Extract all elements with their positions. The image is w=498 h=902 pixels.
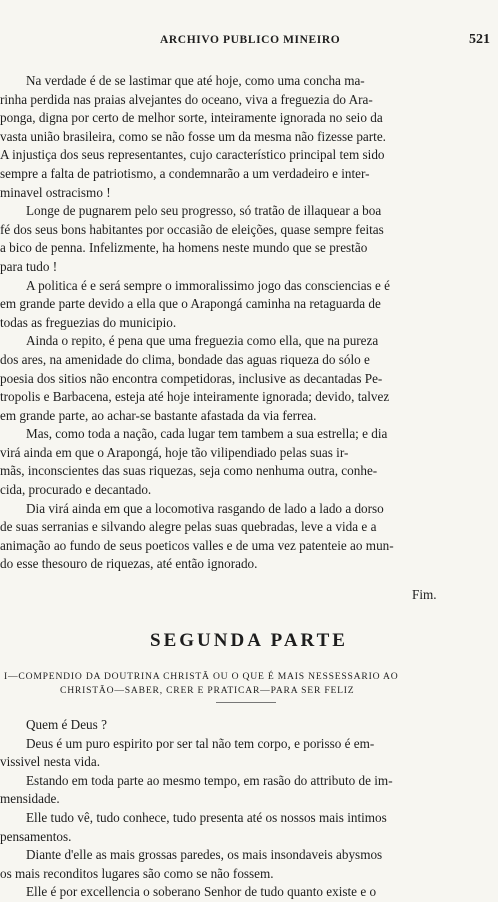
text-line: os mais reconditos lugares são como se não fossem. <box>0 865 274 881</box>
text-line: em grande parte devido a ella que o Arapongá caminha na retaguarda de <box>0 296 381 312</box>
text-line: minavel ostracismo ! <box>0 184 111 200</box>
running-header <box>0 32 498 52</box>
text-line: rinha perdida nas praias alvejantes do oceano, viva a freguezia do Ara- <box>0 91 373 107</box>
text-line: em grande parte, ao achar-se bastante afastada da via ferrea. <box>0 407 317 423</box>
paragraph <box>0 735 492 772</box>
section-title: SEGUNDA PARTE <box>150 630 348 651</box>
paragraph <box>0 500 492 574</box>
divider <box>216 702 276 703</box>
paragraph <box>0 883 492 902</box>
text-line: sempre a falta de patriotismo, a condemnarão a um verdadeiro e inter- <box>0 165 370 181</box>
text-line: a bico de penna. Infelizmente, ha homens neste mundo que se prestão <box>0 240 368 256</box>
text-line: tropolis e Barbacena, esteja até hoje inteiramente ignorada; devido, talvez <box>0 389 390 405</box>
text-line: Longe de pugnarem pelo seu progresso, só tratão de illaquear a boa <box>26 203 382 219</box>
text-line: mensidade. <box>0 791 60 807</box>
text-line: Na verdade é de se lastimar que até hoje, como uma concha ma- <box>26 73 365 88</box>
paragraph <box>0 202 492 276</box>
paragraph <box>0 332 492 425</box>
paragraph <box>0 425 492 499</box>
text-line: Deus é um puro espirito por ser tal não tem corpo, e porisso é em- <box>26 735 375 751</box>
closing-text: Fim. <box>412 587 437 602</box>
text-line: todas as freguezias do municipio. <box>0 314 177 330</box>
body-text <box>0 72 492 574</box>
text-line: Estando em toda parte ao mesmo tempo, em rasão do attributo de im- <box>26 772 393 788</box>
text-line: vasta união brasileira, como se não fosse um da mesma não fizesse parte. <box>0 128 386 144</box>
text-line: animação ao fundo de seus poeticos valles e de uma vez patenteie ao mun- <box>0 537 394 553</box>
page-number: 521 <box>469 32 490 47</box>
text-line: mãs, inconscientes das suas riquezas, seja como nenhuma outra, conhe- <box>0 463 378 479</box>
paragraph <box>0 846 492 883</box>
part-two-text <box>0 716 492 902</box>
chapter-heading-line: CHRISTÃO—SABER, CRER E PRATICAR—PARA SER FELIZ <box>60 685 355 696</box>
text-line: Dia virá ainda em que a locomotiva rasgando de lado a lado a dorso <box>26 500 384 516</box>
paragraph <box>0 716 492 735</box>
text-line: Mas, como toda a nação, cada lugar tem tambem a sua estrella; e dia <box>26 426 388 442</box>
text-line: fé dos seus bons habitantes por occasião de eleições, quase sempre feitas <box>0 221 384 237</box>
text-line: Ainda o repito, é pena que uma freguezia como ella, que na pureza <box>26 333 379 349</box>
text-line: para tudo ! <box>0 258 58 274</box>
paragraph <box>0 772 492 809</box>
text-line: dos ares, na amenidade do clima, bondade das aguas riqueza do sólo e <box>0 351 370 367</box>
text-line: cida, procurado e decantado. <box>0 482 152 498</box>
text-line: Elle tudo vê, tudo conhece, tudo presenta até os nossos mais intimos <box>26 809 387 825</box>
text-line: Elle é por excellencia o soberano Senhor de tudo quanto existe e o <box>26 884 377 900</box>
paragraph <box>0 72 492 202</box>
text-line: virá ainda em que o Arapongá, hoje tão vilipendiado pelas suas ir- <box>0 444 349 460</box>
text-line: ponga, digna por certo de melhor sorte, inteiramente ignorada no seio da <box>0 110 383 126</box>
paragraph <box>0 277 492 333</box>
text-line: A politica é e será sempre o immoralissimo jogo das consciencias e é <box>26 277 391 293</box>
text-line: poesia dos sitios não encontra competidoras, inclusive as decantadas Pe- <box>0 370 383 386</box>
chapter-heading-line: I—COMPENDIO DA DOUTRINA CHRISTÃ OU O QUE É MAIS NESSESSARIO AO <box>4 671 399 682</box>
text-line: A injustiça dos seus representantes, cujo característico principal tem sido <box>0 147 385 163</box>
text-line: pensamentos. <box>0 828 72 844</box>
chapter-heading <box>0 670 492 698</box>
running-title: ARCHIVO PUBLICO MINEIRO <box>160 34 341 46</box>
paragraph <box>0 809 492 846</box>
text-line: Diante d'elle as mais grossas paredes, os mais insondaveis abysmos <box>26 847 383 863</box>
text-line: do esse thesouro de riquezas, até então ignorado. <box>0 556 258 572</box>
text-line: vissivel nesta vida. <box>0 754 100 770</box>
text-line: Quem é Deus ? <box>26 717 107 732</box>
text-line: de suas serranias e silvando alegre pelas suas quebradas, leve a vida e a <box>0 519 377 535</box>
